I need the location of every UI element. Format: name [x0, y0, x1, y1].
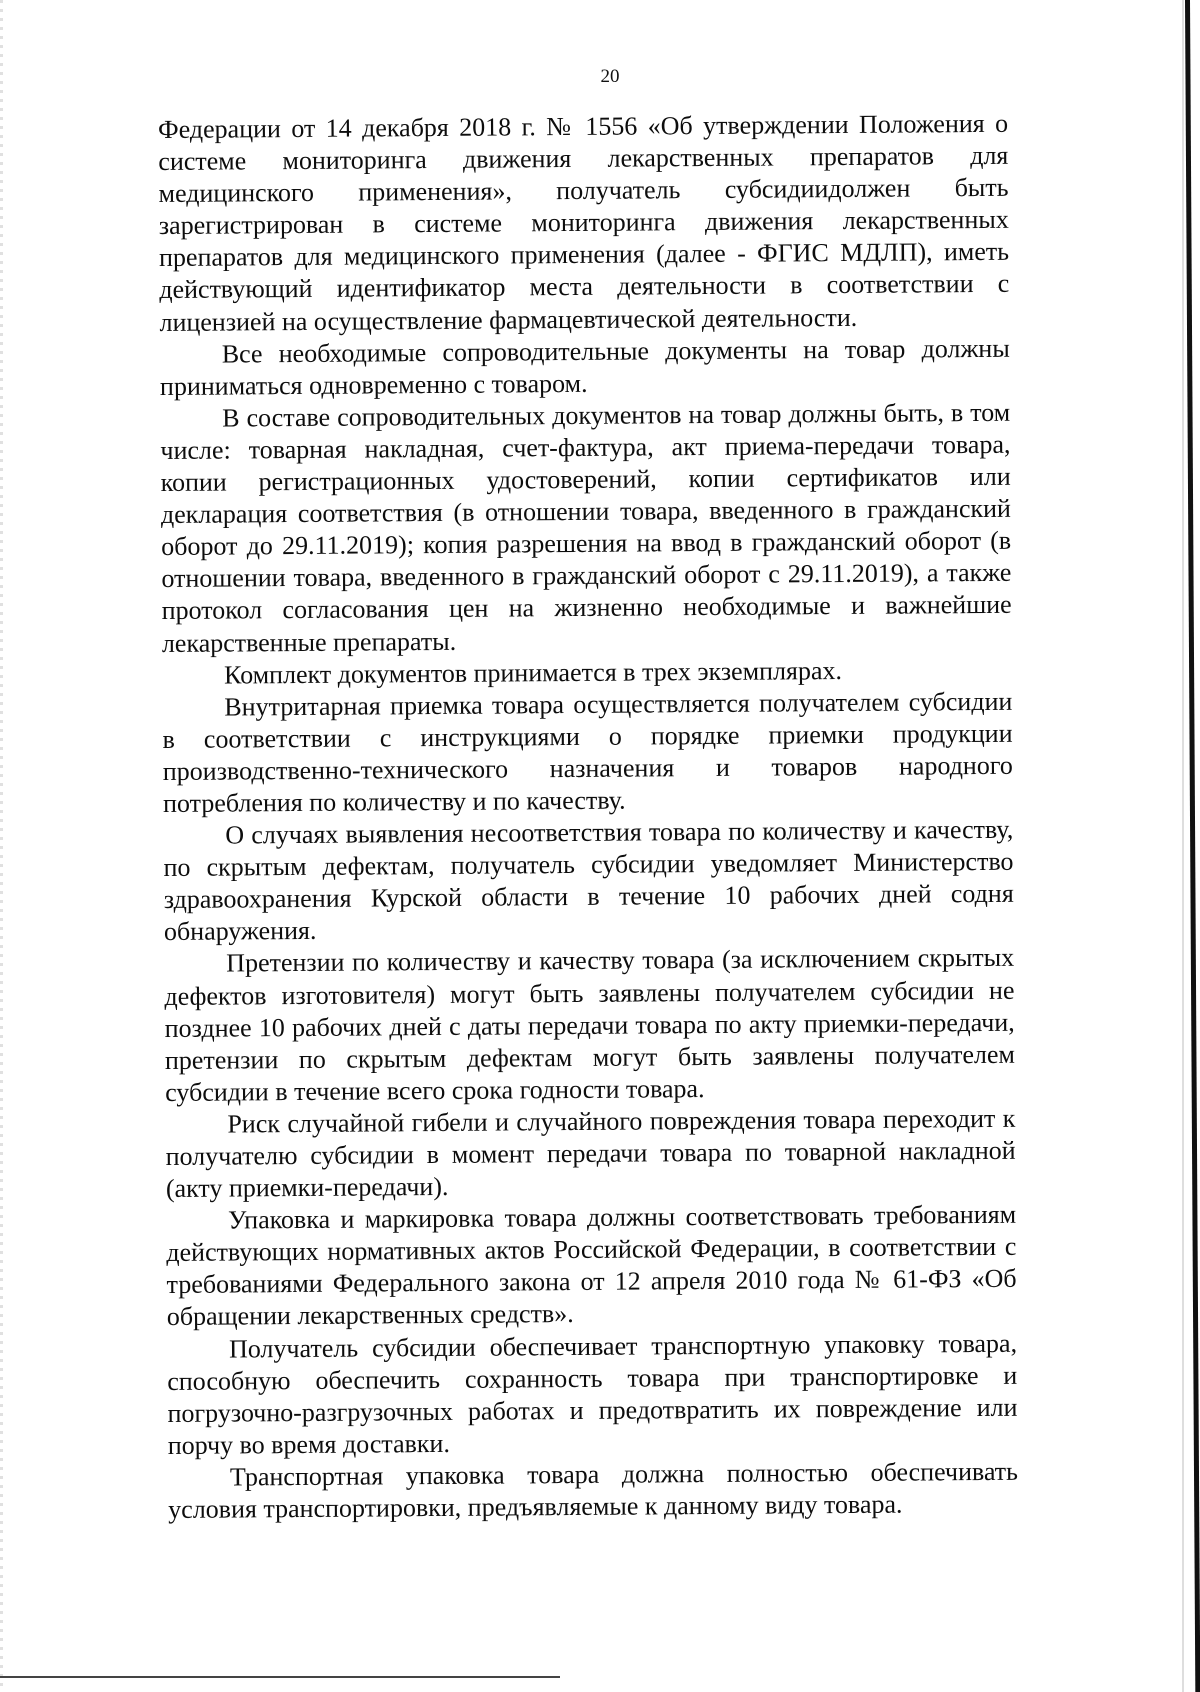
paragraph: Все необходимые сопроводительные документы на товар должны приниматься одновременно с товаром.: [159, 333, 1010, 401]
paragraph: Внутритарная приемка товара осуществляется получателем субсидии в соответствии с инструкциями о порядке приемки продукции производственно-технического назначения и товаров народного потребления по количеству и по качеству.: [162, 686, 1013, 818]
paragraph: Комплект документов принимается в трех экземплярах.: [224, 655, 843, 690]
paragraph: Риск случайной гибели и случайного повреждения товара переходит к получателю субсидии в момент передачи товара по товарной накладной (акту приемки-передачи).: [165, 1103, 1016, 1204]
document-body: [158, 108, 1018, 1526]
paragraph: Получатель субсидии обеспечивает транспортную упаковку товара, способную обеспечить сохранность товара при транспортировке и погрузочно-разгрузочных работах и предотвратить их повреждение или порчу во время доставки.: [167, 1328, 1018, 1460]
scan-edge-shadow: [1182, 0, 1184, 1692]
scan-edge-bottom: [0, 1676, 560, 1678]
scan-edge-right: [1185, 0, 1200, 1692]
paragraph: О случаях выявления несоответствия товара по количеству и качеству, по скрытым дефектам, получатель субсидии уведомляет Министерство здравоохранения Курской области в течение 10 рабочих дней содня обнаружения.: [163, 814, 1014, 947]
page-number: 20: [600, 66, 620, 87]
paragraph-continuation: Федерации от 14 декабря 2018 г. № 1556 «Об утверждении Положения о системе мониторинга движения лекарственных препаратов для медицинского применения», получатель субсидиидолжен быть зарегистрирован в системе мониторинга движения лекарственных препаратов для медицинского применения (далее - ФГИС МДЛП), иметь действующий идентификатор места деятельности в соответствии с лицензией на осуществление фармацевтической деятельности.: [158, 108, 1010, 337]
paragraph: В составе сопроводительных документов на товар должны быть, в том числе: товарная накладная, счет-фактура, акт приема-передачи товара, копии регистрационных удостоверений, копии сертификатов или декларация соответствия (в отношении товара, введенного в гражданский оборот до 29.11.2019); копия разрешения на ввод в гражданский оборот (в отношении товара, введенного в гражданский оборот с 29.11.2019), а также протокол согласования цен на жизненно необходимые и важнейшие лекарственные препараты.: [160, 397, 1012, 658]
paragraph: Претензии по количеству и качеству товара (за исключением скрытых дефектов изготовителя) могут быть заявлены получателем субсидии не позднее 10 рабочих дней с даты передачи товара по акту приемки-передачи, претензии по скрытым дефектам могут быть заявлены получателем субсидии в течение всего срока годности товара.: [164, 943, 1016, 1107]
paragraph: Упаковка и маркировка товара должны соответствовать требованиям действующих нормативных актов Российской Федерации, в соответствии с требованиями Федерального закона от 12 апреля 2010 года № 61-ФЗ «Об обращении лекарственных средств».: [166, 1199, 1017, 1332]
paragraph: Транспортная упаковка товара должна полностью обеспечивать условия транспортировки, предъявляемые к данному виду товара.: [168, 1456, 1019, 1524]
scan-edge-left: [0, 0, 3, 1692]
